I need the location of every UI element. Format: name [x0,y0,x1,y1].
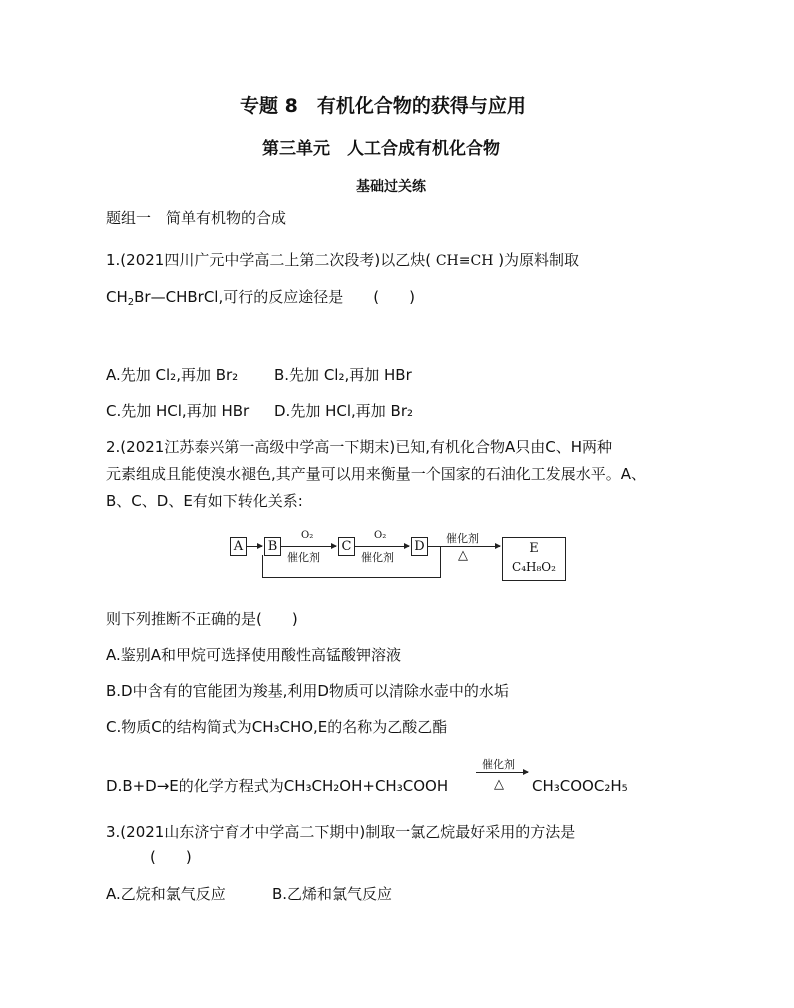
section-title: 基础过关练 [356,179,426,195]
catalyst-label-1: 催化剂 [287,551,320,564]
q1-line2: $CH_2Br—CHBrCl$,可行的反应途径是 ( ) [106,288,415,308]
q2-option-b: B.D中含有的官能团为羧基,利用D物质可以清除水壶中的水垢 [106,682,509,700]
q3-option-a: A.乙烷和氯气反应 [106,885,226,903]
q1-option-b: B.先加 Cl₂,再加 HBr [274,366,412,384]
equation-heat: △ [494,777,504,792]
q2-stem: 则下列推断不正确的是( ) [106,610,298,628]
q3-line2: ( ) [150,848,192,866]
q3-line1: 3.(2021山东济宁育才中学高二下期中)制取一氯乙烷最好采用的方法是 [106,823,576,841]
q1-line2-text: CHBrCl,可行的反应途径是 ( ) [165,288,415,306]
group-title: 题组一 简单有机物的合成 [106,209,287,227]
equation-arrow [476,772,528,773]
equation-product: CH₃COOC₂H₅ [532,777,628,795]
q1-line1-text-a: 1.(2021四川广元中学高二上第二次段考)以乙炔( [106,251,432,269]
q2-option-d: D.B+D→E的化学方程式为CH₃CH₂OH+CH₃COOH [106,777,449,795]
node-e-formula: C₄H₈O₂ [512,560,556,574]
q1-option-c: C.先加 HCl,再加 HBr [106,402,250,420]
o2-label-2: O₂ [374,530,387,541]
q1-option-a: A.先加 Cl₂,再加 Br₂ [106,366,239,384]
catalyst-label-2: 催化剂 [361,551,394,564]
arrow-c-d [355,546,409,547]
o2-label-1: O₂ [301,530,314,541]
node-d: D [411,537,428,556]
q3-option-b: B.乙烯和氯气反应 [272,885,393,903]
q2-line1: 2.(2021江苏泰兴第一高级中学高一下期末)已知,有机化合物A只由C、H两种 [106,438,612,456]
q2-line2: 元素组成且能使溴水褪色,其产量可以用来衡量一个国家的石油化工发展水平。A、 [106,465,647,483]
node-e-label: E [529,541,539,556]
heat-symbol: △ [458,548,468,563]
node-e [502,537,566,581]
catalyst-label-3: 催化剂 [446,532,479,545]
node-c: C [338,537,355,556]
q2-option-c: C.物质C的结构简式为CH₃CHO,E的名称为乙酸乙酯 [106,718,448,736]
q2-line3: B、C、D、E有如下转化关系: [106,492,303,510]
q1-formula: CH≡CH [435,253,494,269]
line-bottom [262,577,440,578]
node-b: B [264,537,281,556]
node-a: A [230,537,247,556]
equation-catalyst: 催化剂 [482,758,515,771]
q1-line1 [106,250,579,271]
line-b-down [262,555,263,577]
line-join-up [440,546,441,578]
arrow-d-e [428,546,500,547]
unit-title: 第三单元 人工合成有机化合物 [262,139,500,159]
arrow-a-b [247,546,262,547]
q2-option-a: A.鉴别A和甲烷可选择使用酸性高锰酸钾溶液 [106,646,402,664]
arrow-b-c [281,546,336,547]
q1-option-d: D.先加 HCl,再加 Br₂ [274,402,414,420]
q1-line1-text-b: )为原料制取 [498,251,580,269]
chapter-title: 专题 8 有机化合物的获得与应用 [240,95,526,117]
